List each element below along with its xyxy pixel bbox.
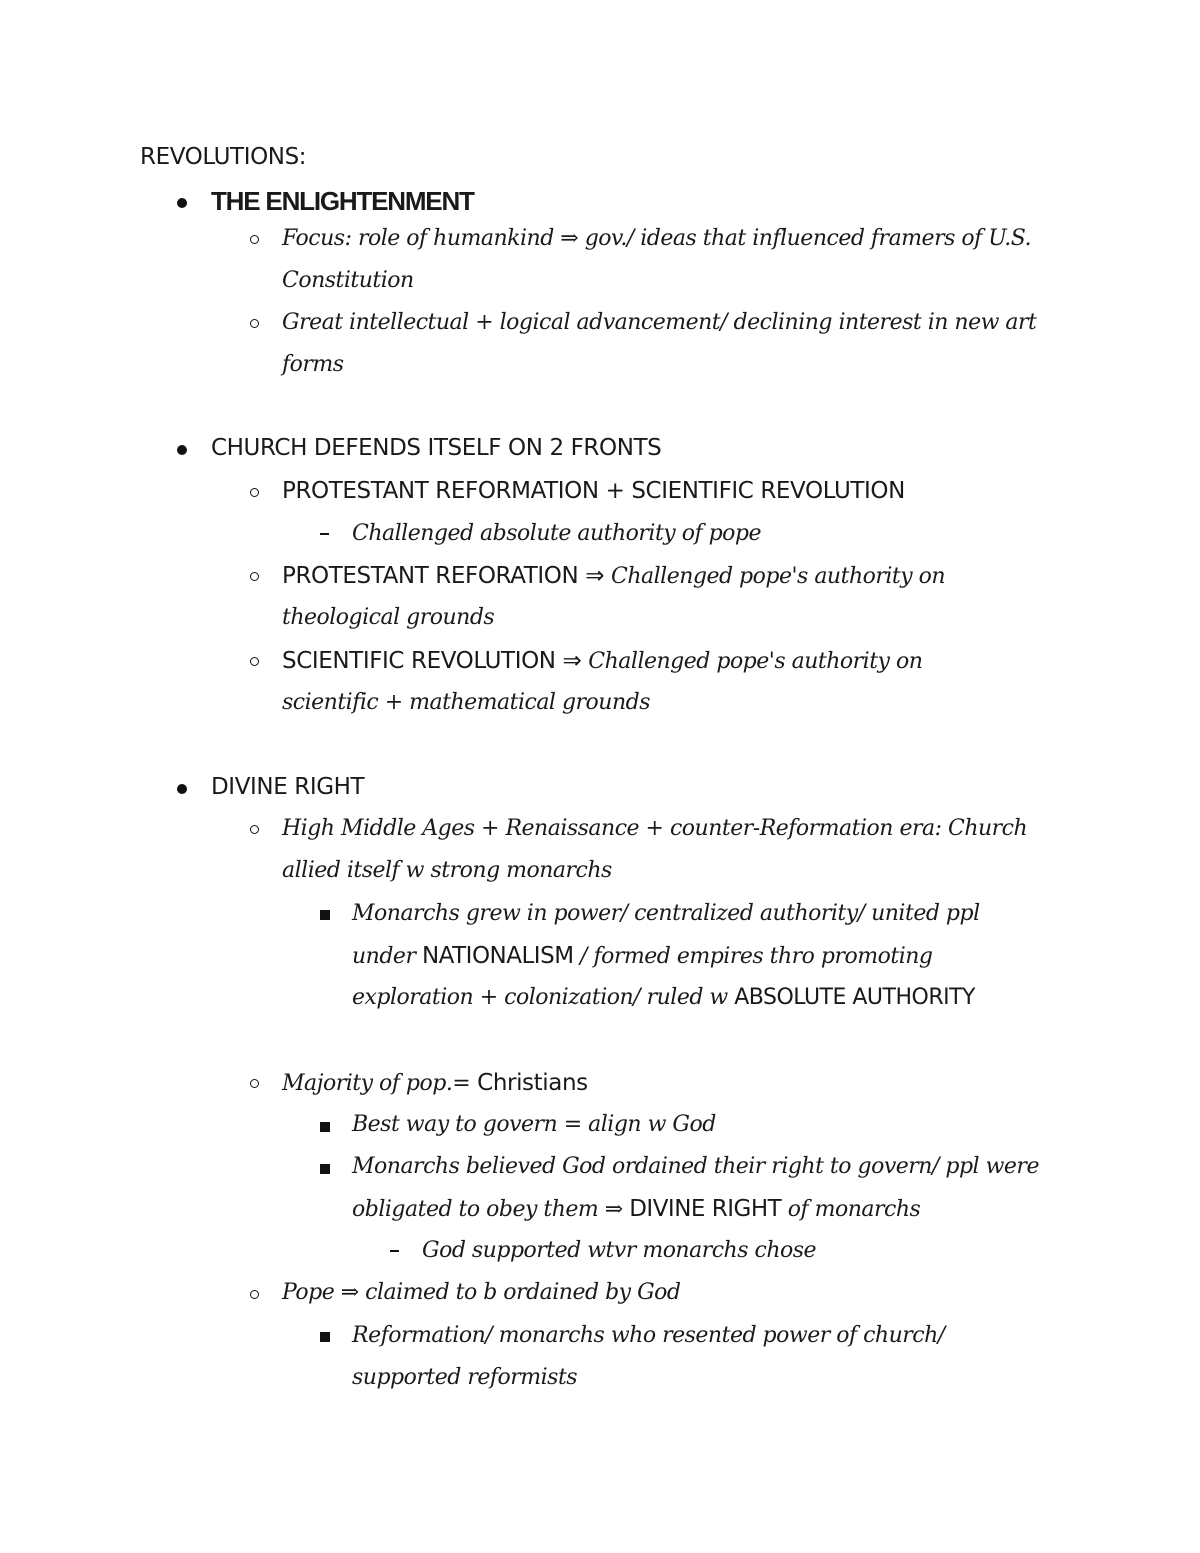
circle-bullet-icon [250,1079,259,1088]
text-fragment: / formed empires thro promoting [580,944,933,969]
list-item-continuation: theological grounds [282,605,495,630]
sub-list-item-continuation [352,935,932,978]
sub-list-item: Reformation/ monarchs who resented power of church/ [352,1323,945,1348]
section-heading-church: CHURCH DEFENDS ITSELF ON 2 FRONTS [211,435,662,461]
text-fragment: of monarchs [787,1197,921,1222]
text-fragment-caps: NATIONALISM [421,943,574,969]
square-bullet-icon [320,910,330,920]
circle-bullet-icon [250,825,259,834]
dash-bullet-icon [390,1250,399,1252]
circle-bullet-icon [250,235,259,244]
list-item: High Middle Ages + Renaissance + counter-Reformation era: Church [282,816,1028,841]
circle-bullet-icon [250,1290,259,1299]
list-item-detail: Challenged pope's authority on [611,564,946,589]
list-item-continuation: scientific + mathematical grounds [282,690,651,715]
text-fragment: obligated to obey them ⇒ [352,1197,623,1222]
text-fragment: under [352,944,416,969]
circle-bullet-icon [250,488,259,497]
text-fragment-caps: ABSOLUTE AUTHORITY [734,985,975,1010]
text-fragment: exploration + colonization/ ruled w [352,985,728,1010]
dash-bullet-icon [320,533,329,535]
list-item [282,1062,588,1105]
circle-bullet-icon [250,572,259,581]
list-item-continuation: allied itself w strong monarchs [282,858,612,883]
sub-list-item: Challenged absolute authority of pope [352,521,762,546]
sub-list-item-continuation [352,977,975,1019]
square-bullet-icon [320,1332,330,1342]
list-item: Focus: role of humankind ⇒ gov./ ideas that influenced framers of U.S. [282,226,1032,251]
list-item-detail: Challenged pope's authority on [588,649,923,674]
list-item-topic: SCIENTIFIC REVOLUTION ⇒ [282,648,582,674]
text-fragment-caps: DIVINE RIGHT [629,1196,782,1222]
list-item [282,640,922,683]
circle-bullet-icon [250,657,259,666]
bullet-icon [177,198,187,208]
square-bullet-icon [320,1122,330,1132]
sub-list-item: Best way to govern = align w God [352,1112,716,1137]
list-item-continuation: Constitution [282,268,414,293]
list-item: Pope ⇒ claimed to b ordained by God [282,1280,681,1305]
sub-list-item-continuation [352,1188,920,1231]
list-item [282,555,945,598]
page-title: REVOLUTIONS: [140,144,307,170]
text-fragment: Majority of pop.= [282,1071,471,1096]
list-item: Great intellectual + logical advancement/ declining interest in new art [282,310,1037,335]
sub-list-item: Monarchs believed God ordained their right to govern/ ppl were [352,1154,1039,1179]
bullet-icon [177,784,187,794]
section-heading-enlightenment: THE ENLIGHTENMENT [211,186,474,216]
sub-list-item: Monarchs grew in power/ centralized authority/ united ppl [352,901,980,926]
sub-sub-list-item: God supported wtvr monarchs chose [422,1238,817,1263]
list-item-topic: PROTESTANT REFORATION ⇒ [282,563,605,589]
list-item: PROTESTANT REFORMATION + SCIENTIFIC REVOLUTION [282,478,905,504]
section-heading-divine-right: DIVINE RIGHT [211,774,365,800]
list-item-continuation: forms [282,352,344,377]
circle-bullet-icon [250,319,259,328]
text-fragment-caps: Christians [477,1070,588,1096]
sub-list-item-continuation: supported reformists [352,1365,578,1390]
bullet-icon [177,445,187,455]
square-bullet-icon [320,1164,330,1174]
